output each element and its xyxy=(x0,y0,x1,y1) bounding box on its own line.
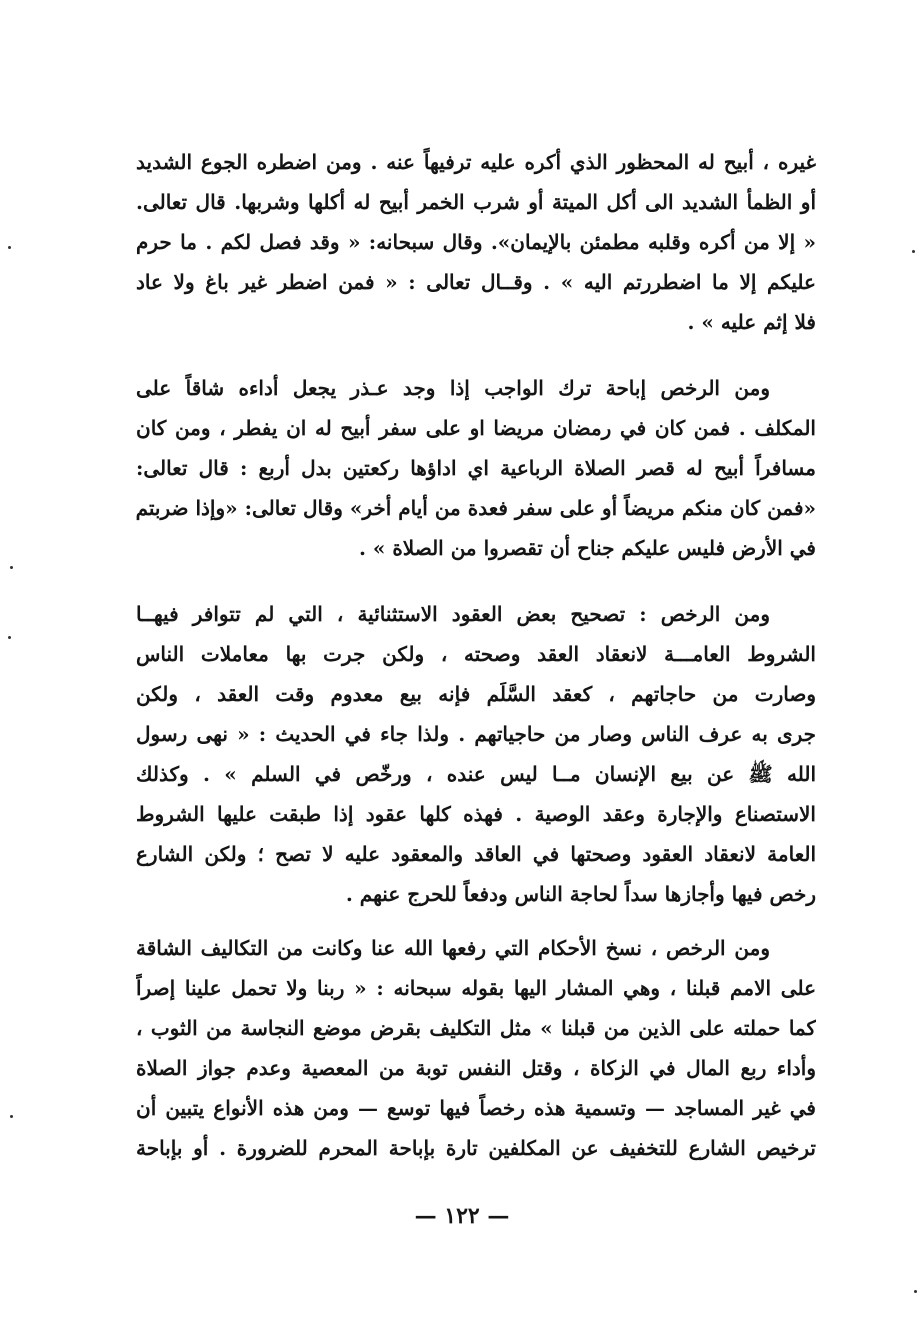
text-line: جرى به عرف الناس وصار من حاجياتهم . ولذا جاء في الحديث : « نهى رسول xyxy=(136,722,816,746)
text-line: غيره ، أبيح له المحظور الذي أكره عليه ترفيهاً عنه . ومن اضطره الجوع الشديد xyxy=(136,150,816,174)
text-line: أو الظمأ الشديد الى أكل الميتة أو شرب الخمر أبيح له أكلها وشربها. قال تعالى. xyxy=(136,190,816,214)
paragraph-1 xyxy=(136,142,816,342)
text-line: الله ﷺ عن بيع الإنسان مــا ليس عنده ، ورخّص في السلم » . وكذلك xyxy=(136,762,816,786)
text-line: ترخيص الشارع للتخفيف عن المكلفين تارة بإباحة المحرم للضرورة . أو بإباحة xyxy=(136,1136,816,1160)
scan-speck xyxy=(914,1290,917,1293)
paragraph-2 xyxy=(136,368,816,568)
scan-speck xyxy=(8,636,11,639)
text-line: ومن الرخص : تصحيح بعض العقود الاستثنائية ، التي لم تتوافر فيهــا xyxy=(136,602,770,626)
text-line: في غير المساجد — وتسمية هذه رخصاً فيها توسع — ومن هذه الأنواع يتبين أن xyxy=(136,1096,816,1120)
text-line: وأداء ربع المال في الزكاة ، وقتل النفس توبة من المعصية وعدم جواز الصلاة xyxy=(136,1056,816,1080)
text-line: في الأرض فليس عليكم جناح أن تقصروا من الصلاة » . xyxy=(358,536,816,560)
text-line: الشروط العامـــة لانعقاد العقد وصحته ، ولكن جرت بها معاملات الناس xyxy=(136,642,816,666)
scan-speck xyxy=(912,250,915,253)
text-line: «فمن كان منكم مريضاً أو على سفر فعدة من أيام أخر» وقال تعالى: «وإذا ضربتم xyxy=(136,496,816,520)
text-line: على الامم قبلنا ، وهي المشار اليها بقوله سبحانه : « ربنا ولا تحمل علينا إصراً xyxy=(136,976,816,1000)
paragraph-4 xyxy=(136,928,816,1168)
text-line: كما حملته على الذين من قبلنا » مثل التكليف بقرض موضع النجاسة من الثوب ، xyxy=(136,1016,816,1040)
scan-speck xyxy=(10,566,13,569)
text-line: المكلف . فمن كان في رمضان مريضا او على سفر أبيح له ان يفطر ، ومن كان xyxy=(136,416,816,440)
scan-speck xyxy=(8,246,11,249)
text-line: العامة لانعقاد العقود وصحتها في العاقد والمعقود عليه لا تصح ؛ ولكن الشارع xyxy=(136,842,816,866)
text-line: « إلا من أكره وقلبه مطمئن بالإيمان». وقال سبحانه: « وقد فصل لكم . ما حرم xyxy=(136,230,816,254)
text-line: مسافراً أبيح له قصر الصلاة الرباعية اي اداؤها ركعتين بدل أربع : قال تعالى: xyxy=(136,456,816,480)
text-line: الاستصناع والإجارة وعقد الوصية . فهذه كلها عقود إذا طبقت عليها الشروط xyxy=(136,802,816,826)
page-number: — ١٢٢ — xyxy=(414,1203,510,1229)
text-line: ومن الرخص إباحة ترك الواجب إذا وجد عـذر يجعل أداءه شاقاً على xyxy=(136,376,770,400)
paragraph-3 xyxy=(136,594,816,914)
scan-speck xyxy=(10,1115,13,1118)
text-line: فلا إثم عليه » . xyxy=(687,310,816,334)
text-line: وصارت من حاجاتهم ، كعقد السَّلَم فإنه بيع معدوم وقت العقد ، ولكن xyxy=(136,682,816,706)
text-line: عليكم إلا ما اضطررتم اليه » . وقــال تعالى : « فمن اضطر غير باغ ولا عاد xyxy=(136,270,816,294)
text-line: ومن الرخص ، نسخ الأحكام التي رفعها الله عنا وكانت من التكاليف الشاقة xyxy=(136,936,770,960)
text-line: رخص فيها وأجازها سداً لحاجة الناس ودفعاً للحرج عنهم . xyxy=(345,882,816,906)
